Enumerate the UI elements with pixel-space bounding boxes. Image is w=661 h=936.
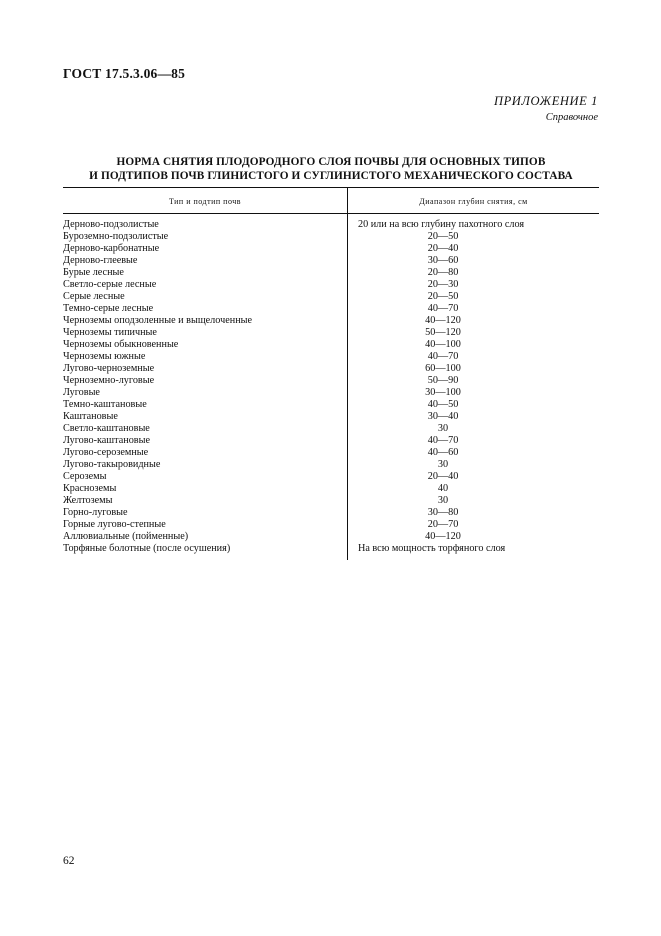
depth-range-value: 20—30 — [427, 279, 459, 290]
depth-range-value: 20—80 — [427, 267, 459, 278]
depth-range-value: 30—40 — [427, 411, 459, 422]
table-row — [63, 315, 599, 327]
table-row — [63, 423, 599, 435]
depth-range-value: 30 — [437, 423, 449, 434]
table-row — [63, 483, 599, 495]
depth-range-value: 30 — [437, 495, 449, 506]
soil-type-cell: Темно-серые лесные — [63, 303, 154, 314]
soil-type-cell: Аллювиальные (пойменные) — [63, 531, 189, 542]
document-code: ГОСТ 17.5.3.06—85 — [63, 66, 186, 81]
table-row — [63, 447, 599, 459]
depth-range-cell: 20 или на всю глубину пахотного слоя — [358, 219, 525, 230]
depth-range-value: 40—70 — [427, 303, 459, 314]
depth-range-value: 30—80 — [427, 507, 459, 518]
soil-type-cell: Черноземы типичные — [63, 327, 157, 338]
depth-range-cell — [348, 351, 599, 363]
depth-range-value: 40—50 — [427, 399, 459, 410]
soil-type-cell: Бурые лесные — [63, 267, 124, 278]
soil-type-cell: Светло-серые лесные — [63, 279, 157, 290]
depth-range-cell — [348, 375, 599, 387]
table-row — [63, 279, 599, 291]
appendix-block — [494, 94, 598, 123]
depth-range-cell — [348, 255, 599, 267]
soil-type-cell: Черноземы южные — [63, 351, 146, 362]
depth-range-value: 60—100 — [425, 363, 461, 374]
depth-range-cell: На всю мощность торфяного слоя — [358, 543, 506, 554]
depth-range-cell — [348, 411, 599, 423]
column-header-depth-range: Диапазон глубин снятия, см — [419, 197, 528, 206]
depth-range-cell — [348, 267, 599, 279]
soil-type-cell: Красноземы — [63, 483, 117, 494]
depth-range-cell — [348, 339, 599, 351]
table-row — [63, 471, 599, 483]
depth-range-value: 40—120 — [425, 531, 461, 542]
depth-range-cell — [348, 315, 599, 327]
depth-range-cell — [348, 435, 599, 447]
depth-range-value: 20—50 — [427, 231, 459, 242]
table-row — [63, 327, 599, 339]
table-row — [63, 291, 599, 303]
table-row — [63, 255, 599, 267]
depth-range-cell — [348, 279, 599, 291]
soil-type-cell: Лугово-такыровидные — [63, 459, 161, 470]
depth-range-cell — [348, 243, 599, 255]
table-title-line: НОРМА СНЯТИЯ ПЛОДОРОДНОГО СЛОЯ ПОЧВЫ ДЛЯ ОСНОВНЫХ ТИПОВ — [116, 156, 546, 168]
soil-type-cell: Серые лесные — [63, 291, 125, 302]
table-row — [63, 363, 599, 375]
depth-range-value: 40—120 — [425, 315, 461, 326]
table-row — [63, 387, 599, 399]
depth-range-cell — [348, 459, 599, 471]
depth-range-value: 40—70 — [427, 435, 459, 446]
table-row — [63, 243, 599, 255]
soil-type-cell: Желтоземы — [63, 495, 113, 506]
page-number: 62 — [63, 855, 75, 867]
depth-range-cell — [348, 519, 599, 531]
table-row — [63, 231, 599, 243]
depth-range-value: 30—100 — [425, 387, 461, 398]
soil-type-cell: Темно-каштановые — [63, 399, 147, 410]
depth-range-value: 50—90 — [427, 375, 459, 386]
table-row — [63, 399, 599, 411]
depth-range-cell — [348, 471, 599, 483]
table-title-line: И ПОДТИПОВ ПОЧВ ГЛИНИСТОГО И СУГЛИНИСТОГО МЕХАНИЧЕСКОГО СОСТАВА — [89, 170, 573, 182]
soil-type-cell: Сероземы — [63, 471, 107, 482]
soil-table-body — [63, 219, 599, 555]
table-row — [63, 495, 599, 507]
table-row — [63, 339, 599, 351]
depth-range-cell — [348, 291, 599, 303]
soil-type-cell: Буроземно-подзолистые — [63, 231, 169, 242]
soil-type-cell: Дерново-глеевые — [63, 255, 138, 266]
table-row — [63, 303, 599, 315]
depth-range-value: 20—70 — [427, 519, 459, 530]
soil-type-cell: Черноземно-луговые — [63, 375, 155, 386]
soil-type-cell: Лугово-сероземные — [63, 447, 149, 458]
depth-range-value: 20—40 — [427, 243, 459, 254]
table-row — [63, 519, 599, 531]
table-title — [63, 155, 599, 183]
depth-range-value: 40—100 — [425, 339, 461, 350]
depth-range-cell — [348, 483, 599, 495]
depth-range-cell — [348, 531, 599, 543]
depth-range-value: 30—60 — [427, 255, 459, 266]
depth-range-cell — [348, 495, 599, 507]
soil-type-cell: Торфяные болотные (после осушения) — [63, 543, 231, 554]
depth-range-value: 40—70 — [427, 351, 459, 362]
soil-type-cell: Горные лугово-степные — [63, 519, 166, 530]
table-row — [63, 435, 599, 447]
depth-range-cell — [348, 327, 599, 339]
column-header-soil-type: Тип и подтип почв — [168, 197, 242, 206]
depth-range-value: 20—40 — [427, 471, 459, 482]
table-row — [63, 531, 599, 543]
table-row — [63, 411, 599, 423]
soil-type-cell: Лугово-каштановые — [63, 435, 150, 446]
appendix-type: Справочное — [545, 112, 598, 123]
depth-range-value: 20—50 — [427, 291, 459, 302]
table-row — [63, 375, 599, 387]
depth-range-cell — [348, 387, 599, 399]
soil-type-cell: Лугово-черноземные — [63, 363, 155, 374]
soil-type-cell: Каштановые — [63, 411, 118, 422]
depth-range-cell — [348, 507, 599, 519]
table-top-rule — [63, 187, 599, 188]
table-row — [63, 543, 599, 555]
depth-range-value: 40—60 — [427, 447, 459, 458]
depth-range-value: 30 — [437, 459, 449, 470]
soil-type-cell: Черноземы оподзоленные и выщелоченные — [63, 315, 253, 326]
depth-range-cell — [348, 423, 599, 435]
depth-range-cell — [348, 303, 599, 315]
soil-type-cell: Луговые — [63, 387, 100, 398]
table-row — [63, 507, 599, 519]
appendix-label: ПРИЛОЖЕНИЕ 1 — [493, 94, 598, 108]
table-row — [63, 351, 599, 363]
depth-range-value: 50—120 — [425, 327, 461, 338]
header-bottom-rule — [63, 213, 599, 214]
depth-range-value: 40 — [437, 483, 449, 494]
depth-range-cell — [348, 231, 599, 243]
table-row — [63, 267, 599, 279]
depth-range-cell — [348, 399, 599, 411]
soil-type-cell: Дерново-карбонатные — [63, 243, 160, 254]
table-row — [63, 459, 599, 471]
depth-range-cell — [348, 447, 599, 459]
soil-type-cell: Светло-каштановые — [63, 423, 150, 434]
soil-type-cell: Черноземы обыкновенные — [63, 339, 179, 350]
soil-type-cell: Дерново-подзолистые — [63, 219, 159, 230]
table-row — [63, 219, 599, 231]
depth-range-cell — [348, 363, 599, 375]
soil-type-cell: Горно-луговые — [63, 507, 128, 518]
